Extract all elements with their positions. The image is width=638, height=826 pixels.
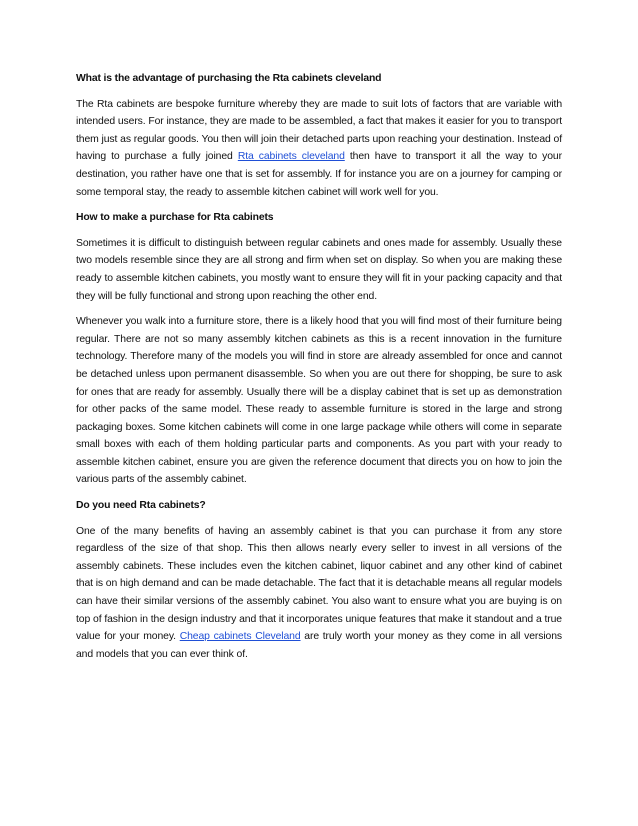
rta-cabinets-cleveland-link[interactable]: Rta cabinets cleveland [237,151,345,163]
section-heading-how-to-purchase: How to make a purchase for Rta cabinets [76,212,274,224]
paragraph-advantage [76,96,562,202]
document-page [76,70,562,671]
paragraph-furniture-store: Whenever you walk into a furniture store, there is a likely hood that you will find most of their furniture being regular. There are not so many assembly kitchen cabinets as this is a recent innovation in the furniture technology. Therefore many of the models you will find in store are already assembled for once and cannot be detached unless upon permanent disassemble. So when you are out there for shopping, be sure to ask for ones that are ready for assembly. Usually there will be a display cabinet that is set up as demonstration for other packs of the same model. These ready to assemble furniture is stored in the large and strong packaging boxes. Some kitchen cabinets will come in one large package while others will come in separate small boxes with each of them holding particular parts and components. As you part with your ready to assemble kitchen cabinet, ensure you are given the reference document that directs you on how to join the various parts of the assembly cabinet. [76,316,562,486]
paragraph-text: then have to transport it all the way to your destination, you rather have one that is set for assembly. If for instance you are on a journey for camping or some temporal stay, the ready to assemble kitchen cabinet will work well for you. [76,151,562,198]
paragraph-distinguish: Sometimes it is difficult to distinguish between regular cabinets and ones made for assembly. Usually these two models resemble since they are all strong and firm when set on display. So when you are making these ready to assemble kitchen cabinets, you mostly want to ensure they will fit in your packing capacity and that they will be fully functional and strong upon reaching the other end. [76,237,562,302]
paragraph-text: are truly worth your money as they come in all versions and models that you can ever think of. [76,631,562,660]
paragraph-text: The Rta cabinets are bespoke furniture whereby they are made to suit lots of factors that are variable with intended users. For instance, they are made to be assembled, a fact that makes it easier for you to transport them just as regular goods. You then will join their detached parts upon reaching your destination. Instead of having to purchase a fully joined [76,98,562,163]
paragraph-text: One of the many benefits of having an assembly cabinet is that you can purchase it from any store regardless of the size of that shop. This then allows nearly every seller to invest in all versions of the assembly cabinets. These includes even the kitchen cabinet, liquor cabinet and any other kind of cabinet that is on high demand and can be made detachable. The fact that it is detachable means all regular models can have their similar versions of the assembly cabinet. You also want to ensure what you are buying is on top of fashion in the design industry and that it incorporates unique features that make it standout and a true value for your money. [76,525,562,643]
paragraph-benefits [76,523,562,664]
section-heading-do-you-need: Do you need Rta cabinets? [76,500,206,512]
cheap-cabinets-cleveland-link[interactable]: Cheap cabinets Cleveland [179,631,301,643]
section-heading-advantage: What is the advantage of purchasing the Rta cabinets cleveland [76,73,382,84]
